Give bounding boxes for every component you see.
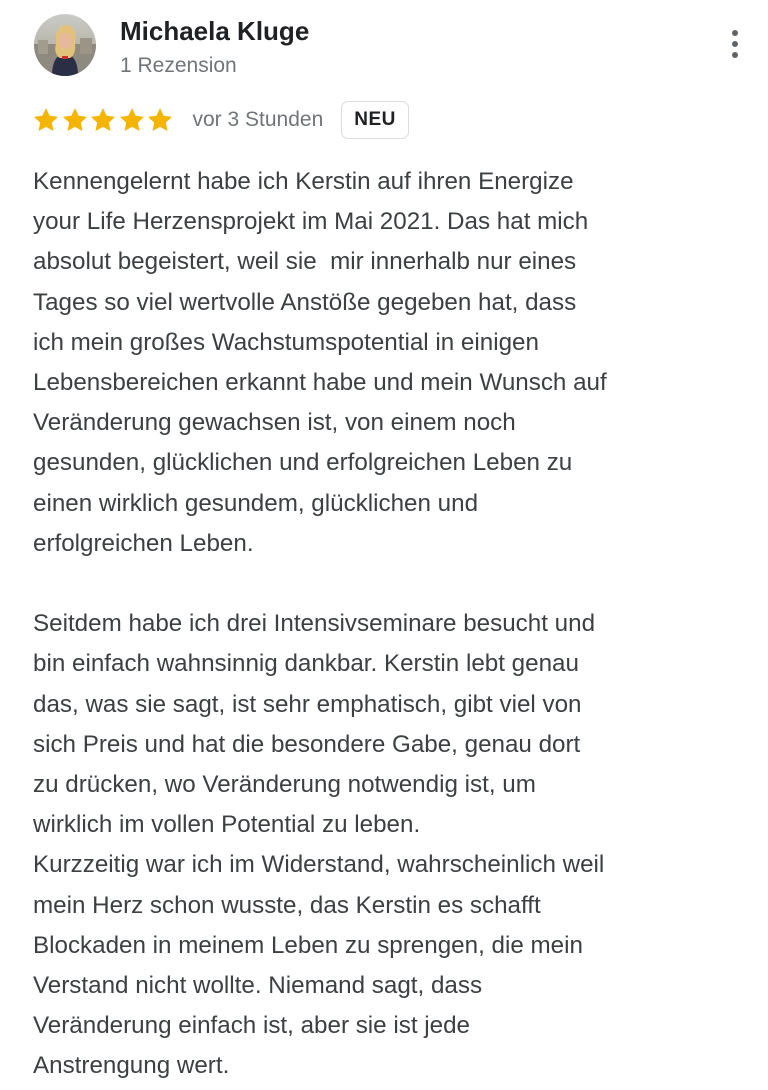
review-line: Tages so viel wertvolle Anstöße gegeben hat, dass [33,288,577,316]
review-line: ich mein großes Wachstumspotential in einigen [33,328,539,356]
menu-dot [732,52,738,58]
review-line: Kurzzeitig war ich im Widerstand, wahrscheinlich weil [33,851,605,879]
review-time: vor 3 Stunden [192,108,324,131]
review-line: einen wirklich gesundem, glücklichen und [33,489,479,517]
review-line: bin einfach wahnsinnig dankbar. Kerstin lebt genau [33,650,579,678]
review-line: sich Preis und hat die besondere Gabe, genau dort [33,730,581,758]
star-rating [32,100,175,140]
star-icon [89,106,117,134]
reviewer-name[interactable]: Michaela Kluge [120,16,310,46]
review-text [33,162,745,1087]
more-vert-icon[interactable] [726,30,744,64]
review-line: Veränderung einfach ist, aber sie ist jede [33,1012,470,1040]
review-line: Veränderung gewachsen ist, von einem noch [33,409,516,437]
star-icon [32,106,60,134]
rating-row [32,100,409,140]
review-line: Kennengelernt habe ich Kerstin auf ihren Energize [33,168,574,195]
review-line: zu drücken, wo Veränderung notwendig ist, um [33,771,536,799]
review-line: Anstrengung wert. [33,1052,230,1080]
review-line: erfolgreichen Leben. [33,529,254,557]
star-icon [61,106,89,134]
star-icon [146,106,174,134]
review-line: Seitdem habe ich drei Intensivseminare besucht und [33,610,596,638]
review-line: wirklich im vollen Potential zu leben. [33,811,421,839]
review-line: Verstand nicht wollte. Niemand sagt, dass [33,972,483,1000]
review-paragraph-3 [33,845,745,1086]
review-count[interactable]: 1 Rezension [120,54,237,77]
menu-dot [732,30,738,36]
review-line: absolut begeistert, weil sie mir innerhalb nur eines [33,248,577,276]
paragraph-gap [33,564,745,604]
review-line: mein Herz schon wusste, das Kerstin es schafft [33,891,541,919]
review-line: your Life Herzensprojekt im Mai 2021. Das hat mich [33,208,589,236]
profile-photo [34,14,96,76]
review-paragraph-1 [33,162,745,564]
review-line: das, was sie sagt, ist sehr emphatisch, gibt viel von [33,690,582,718]
review-line: gesunden, glücklichen und erfolgreichen Leben zu [33,449,573,477]
avatar[interactable] [34,14,96,76]
star-icon [118,106,146,134]
review-paragraph-2 [33,604,745,845]
menu-dot [732,41,738,47]
new-badge: NEU [341,101,409,139]
review-line: Lebensbereichen erkannt habe und mein Wunsch auf [33,369,607,397]
review-line: Blockaden in meinem Leben zu sprengen, die mein [33,931,583,959]
